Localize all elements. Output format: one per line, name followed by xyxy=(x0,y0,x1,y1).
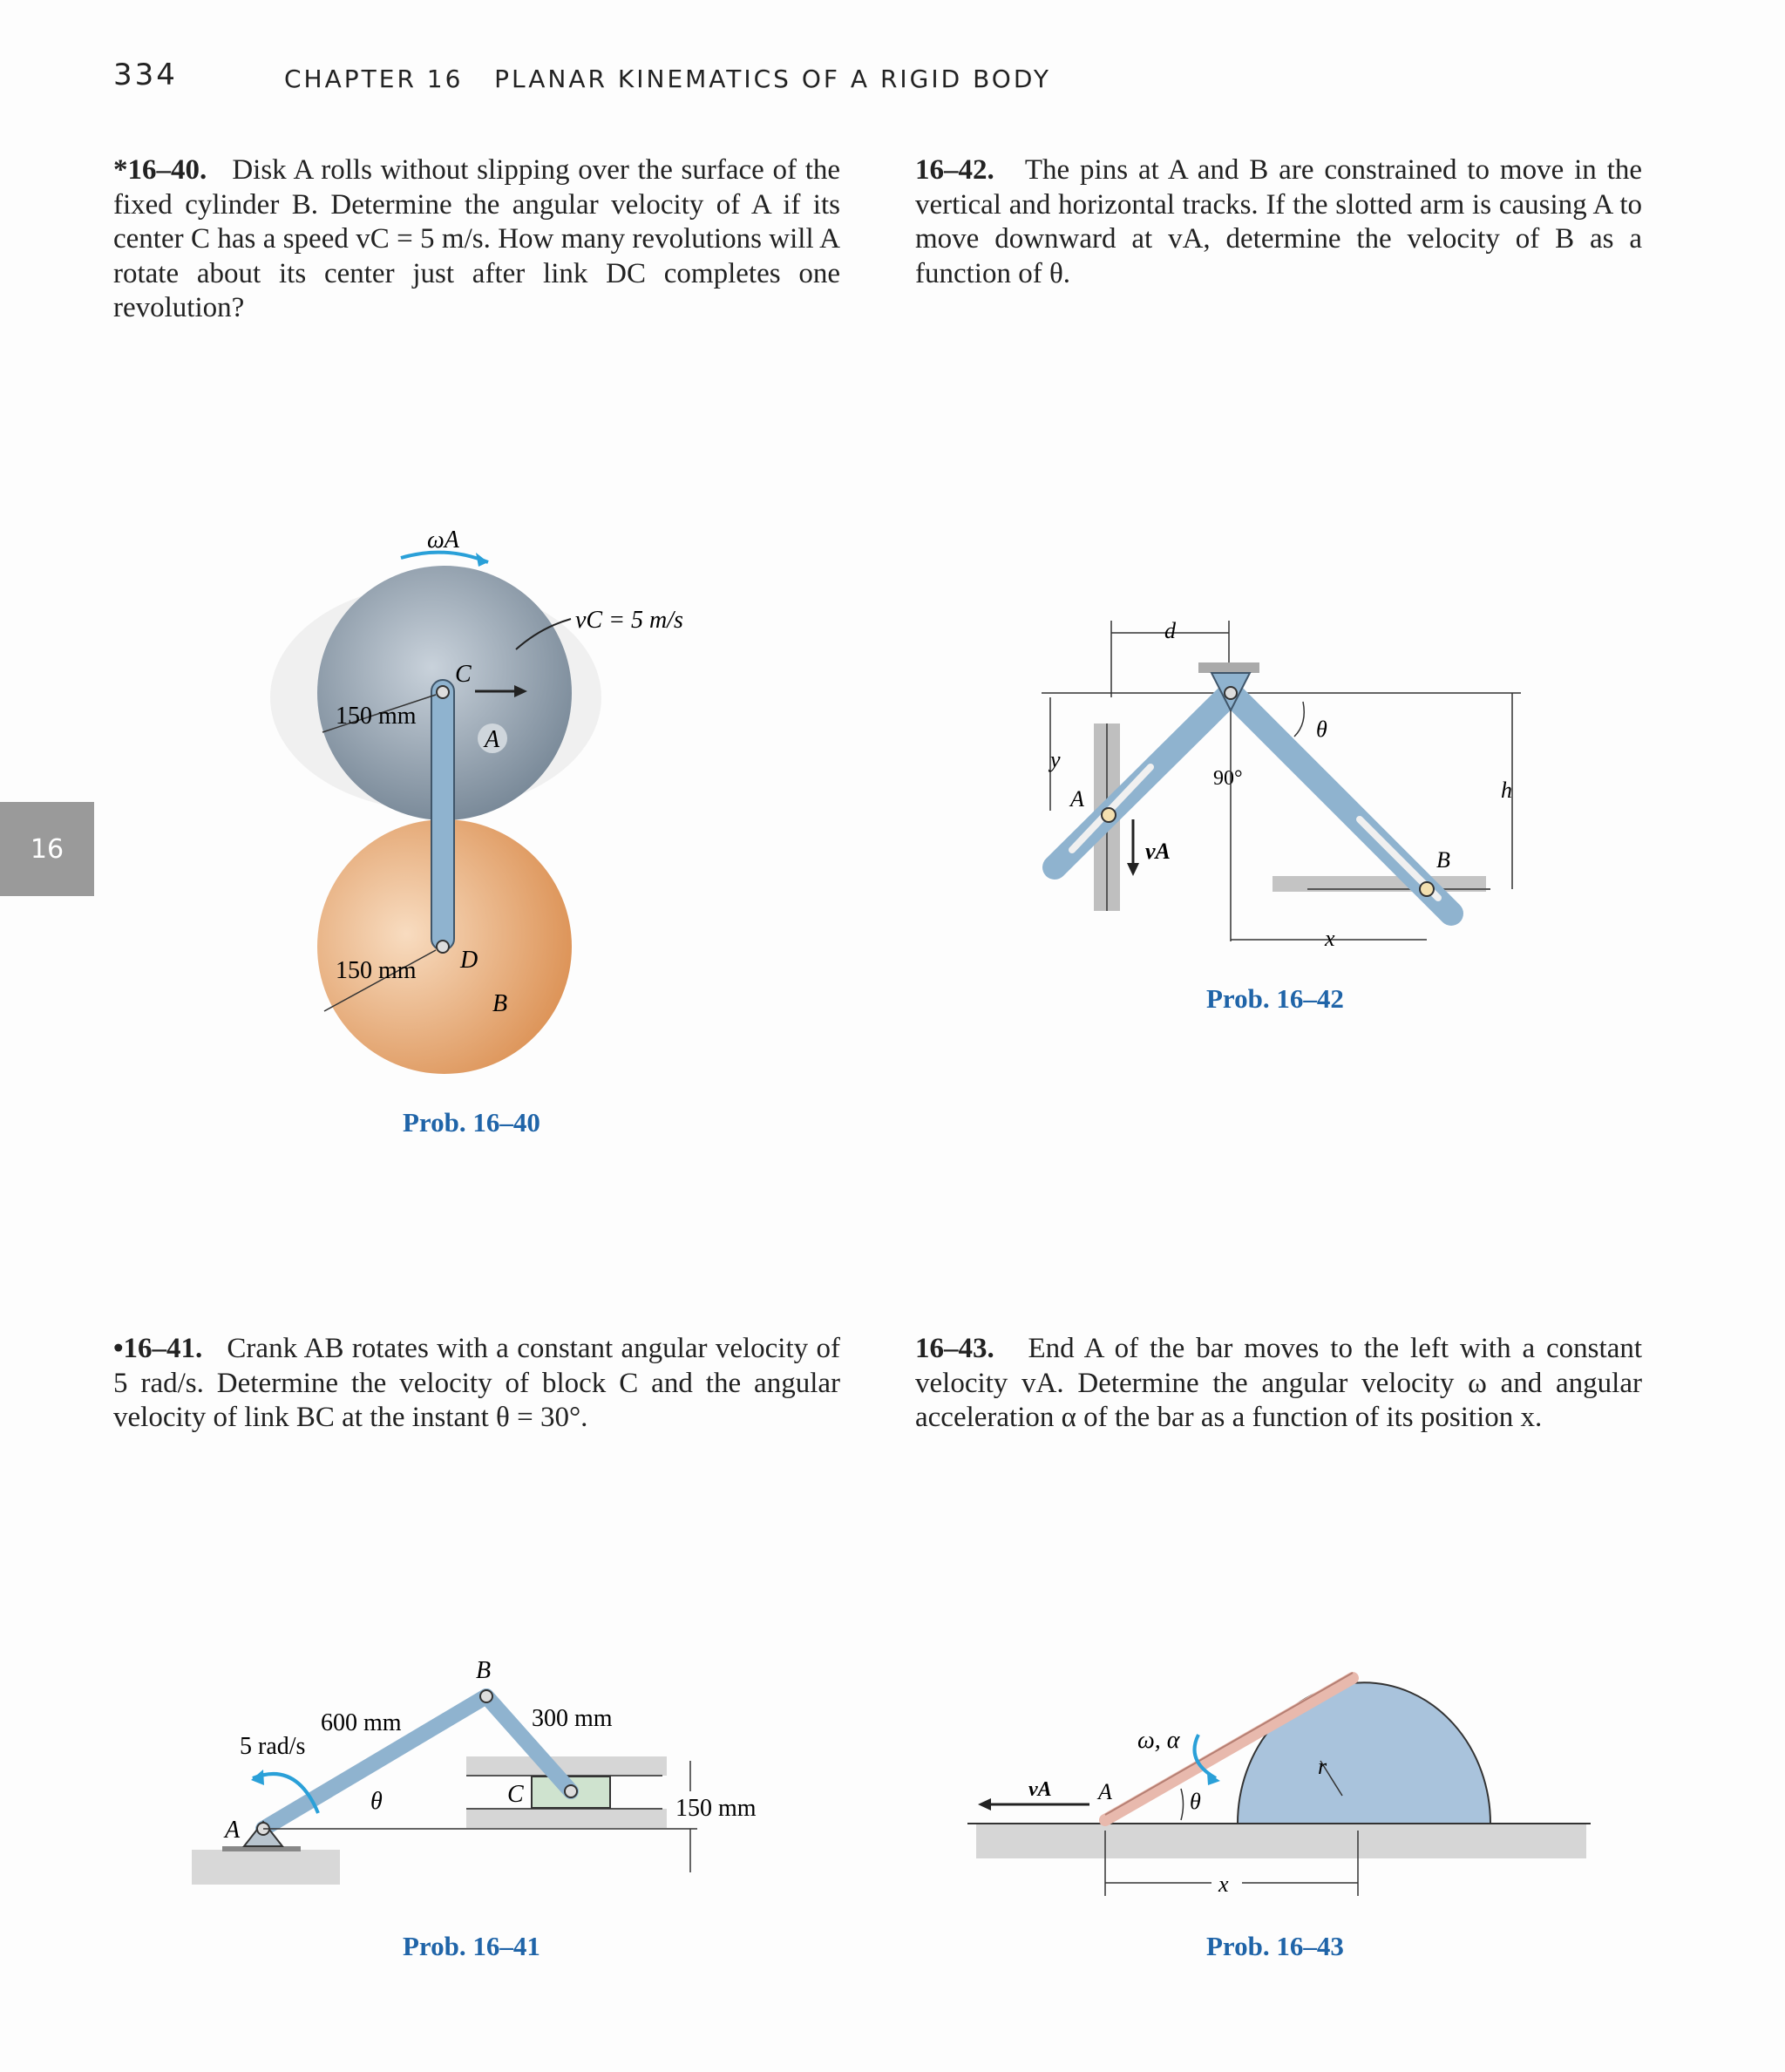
y-label: y xyxy=(1050,747,1061,772)
theta-label: θ xyxy=(1190,1789,1201,1814)
figure-16-41 xyxy=(183,1639,776,1900)
caption-16-43: Prob. 16–43 xyxy=(1206,1931,1344,1961)
va-label: vA xyxy=(1145,839,1171,864)
running-header xyxy=(284,65,1051,93)
figure-16-42 xyxy=(1028,610,1534,976)
bc-length-label: 300 mm xyxy=(532,1705,613,1732)
problem-text: End A of the bar moves to the left with a constant velocity vA. Determine the angular velocity ω and angular acceleration α of the bar as a function of its position x. xyxy=(915,1333,1643,1433)
height-label: 150 mm xyxy=(675,1795,757,1822)
problem-number: *16–40. xyxy=(113,154,207,186)
link-dc xyxy=(431,680,454,950)
chapter-label: CHAPTER 16 xyxy=(284,65,464,93)
x-label: x xyxy=(1218,1872,1229,1897)
caption-16-40: Prob. 16–40 xyxy=(403,1107,540,1138)
disk-a-label: A xyxy=(485,726,500,753)
theta-label: θ xyxy=(1316,717,1327,742)
block-c-label: C xyxy=(507,1781,524,1808)
problem-16-42 xyxy=(915,153,1642,291)
problem-text: Disk A rolls without slipping over the surface of the fixed cylinder B. Determine the angular velocity of A if its center C has a speed vC = 5 m/s. How many revolutions will A rotate about its center just after link DC completes one revolution? xyxy=(113,154,841,323)
point-c-label: C xyxy=(455,661,472,688)
va-label: vA xyxy=(1028,1778,1052,1801)
radius-b-label: 150 mm xyxy=(336,957,417,984)
cylinder-b-label: B xyxy=(492,990,508,1017)
right-angle-label: 90° xyxy=(1213,767,1243,790)
half-cylinder xyxy=(1238,1682,1490,1824)
page-number: 334 xyxy=(113,58,178,92)
d-label: d xyxy=(1164,618,1176,643)
pin-b xyxy=(1420,882,1434,896)
figure-16-40 xyxy=(261,506,750,1133)
point-b-label: B xyxy=(476,1657,492,1684)
caption-16-42: Prob. 16–42 xyxy=(1206,983,1344,1014)
theta-label: θ xyxy=(370,1788,383,1815)
problem-number: 16–42. xyxy=(915,154,994,186)
chapter-title: PLANAR KINEMATICS OF A RIGID BODY xyxy=(494,65,1051,93)
omega-alpha-label: ω, α xyxy=(1137,1727,1180,1754)
point-a-label: A xyxy=(225,1817,241,1844)
problem-text: Crank AB rotates with a constant angular velocity of 5 rad/s. Determine the velocity of block C and the angular velocity of link BC at the instant θ = 30°. xyxy=(113,1333,841,1433)
point-a-label: A xyxy=(1098,1779,1112,1804)
omega-a-label: ωA xyxy=(427,526,459,554)
caption-16-41: Prob. 16–41 xyxy=(403,1931,540,1961)
point-a-label: A xyxy=(1070,786,1084,812)
ab-length-label: 600 mm xyxy=(321,1709,402,1736)
figure-16-43 xyxy=(959,1656,1604,1909)
problem-16-43 xyxy=(915,1332,1642,1436)
r-label: r xyxy=(1318,1754,1327,1779)
point-d-label: D xyxy=(460,947,478,974)
problem-text: The pins at A and B are constrained to move in the vertical and horizontal tracks. If the slotted arm is causing A to move downward at vA, determine the velocity of B as a function of θ. xyxy=(915,154,1643,289)
problem-16-40 xyxy=(113,153,840,326)
problem-16-41 xyxy=(113,1332,840,1436)
problem-number: 16–43. xyxy=(915,1333,994,1364)
chapter-side-tab: 16 xyxy=(0,802,94,896)
h-label: h xyxy=(1501,778,1512,803)
pin-a xyxy=(1102,808,1116,822)
vc-label: vC = 5 m/s xyxy=(575,607,683,634)
radius-a-label: 150 mm xyxy=(336,703,417,730)
x-label: x xyxy=(1325,926,1335,951)
angular-rate-label: 5 rad/s xyxy=(240,1733,306,1760)
point-b-label: B xyxy=(1436,847,1450,873)
problem-number: •16–41. xyxy=(113,1333,203,1364)
